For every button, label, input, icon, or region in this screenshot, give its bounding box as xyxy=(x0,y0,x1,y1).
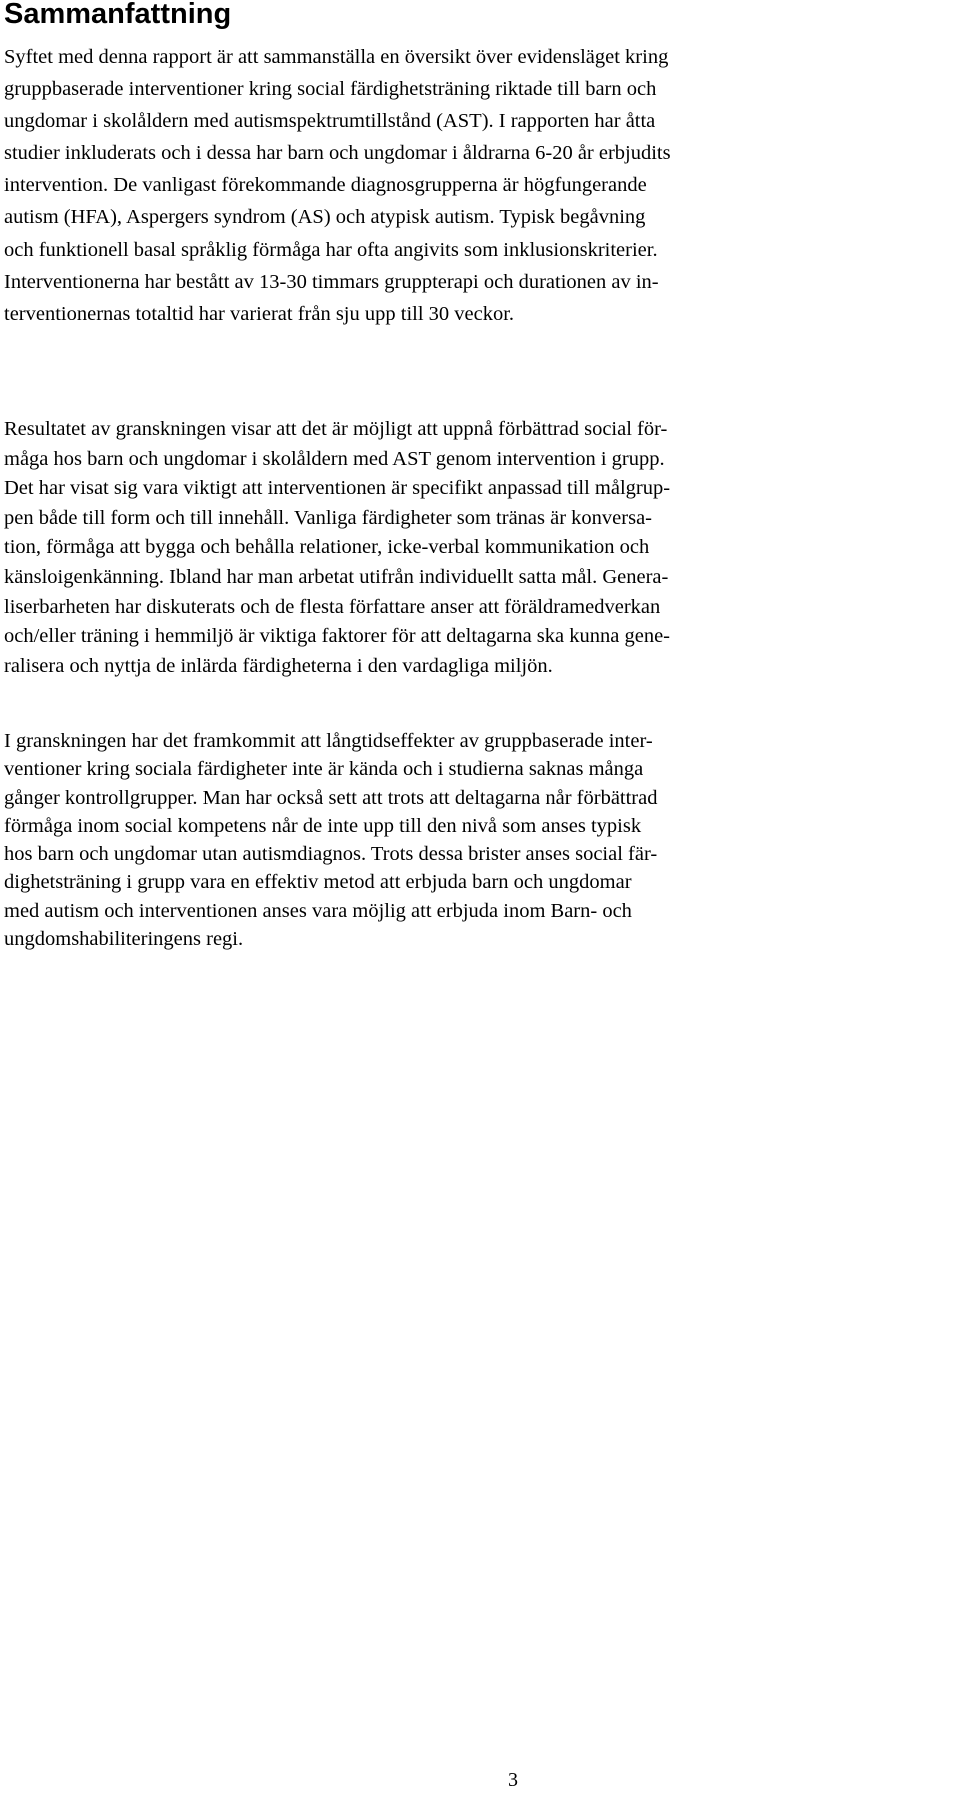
text-line: pen både till form och till innehåll. Vanliga färdigheter som tränas är konversa- xyxy=(4,506,653,529)
text-line: Det har visat sig vara viktigt att interventionen är specifikt anpassad till målgrup- xyxy=(4,477,671,500)
section-title: Sammanfattning xyxy=(4,0,232,30)
paragraph-3 xyxy=(4,727,944,953)
text-line: Resultatet av granskningen visar att det är möjligt att uppnå förbättrad social för- xyxy=(4,418,668,440)
text-line: ungdomshabiliteringens regi. xyxy=(4,928,244,951)
text-line: intervention. De vanligast förekommande diagnosgrupperna är högfungerande xyxy=(4,174,647,197)
text-line: känsloigenkänning. Ibland har man arbetat utifrån individuellt satta mål. Genera- xyxy=(4,565,669,588)
text-line: Interventionerna har bestått av 13-30 timmars gruppterapi och durationen av in- xyxy=(4,270,659,293)
text-line: ventioner kring sociala färdigheter inte är kända och i studierna saknas många xyxy=(4,758,644,781)
text-line: hos barn och ungdomar utan autismdiagnos. Trots dessa brister anses social fär- xyxy=(4,843,658,866)
text-line: dighetsträning i grupp vara en effektiv metod att erbjuda barn och ungdomar xyxy=(4,871,632,894)
text-line: terventionernas totaltid har varierat från sju upp till 30 veckor. xyxy=(4,302,515,325)
text-line: liserbarheten har diskuterats och de flesta författare anser att föräldramedverkan xyxy=(4,595,661,618)
text-line: med autism och interventionen anses vara möjlig att erbjuda inom Barn- och xyxy=(4,899,632,922)
text-line: och/eller träning i hemmiljö är viktiga faktorer för att deltagarna ska kunna gene- xyxy=(4,625,670,648)
text-line: studier inkluderats och i dessa har barn och ungdomar i åldrarna 6-20 år erbjudits xyxy=(4,142,671,165)
text-line: gruppbaserade interventioner kring social färdighetsträning riktade till barn och xyxy=(4,78,657,101)
text-line: och funktionell basal språklig förmåga har ofta angivits som inklusionskriterier. xyxy=(4,238,658,261)
text-line: ungdomar i skolåldern med autismspektrumtillstånd (AST). I rapporten har åtta xyxy=(4,110,656,133)
text-line: Syftet med denna rapport är att sammanställa en översikt över evidensläget kring xyxy=(4,46,669,68)
paragraph-2 xyxy=(4,415,944,681)
text-line: måga hos barn och ungdomar i skolåldern med AST genom intervention i grupp. xyxy=(4,447,665,470)
text-line: I granskningen har det framkommit att långtidseffekter av gruppbaserade inter- xyxy=(4,730,653,752)
page-number: 3 xyxy=(508,1769,518,1791)
text-line: tion, förmåga att bygga och behålla relationer, icke-verbal kommunikation och xyxy=(4,536,650,559)
text-line: förmåga inom social kompetens når de inte upp till den nivå som anses typisk xyxy=(4,814,642,837)
text-line: gånger kontrollgrupper. Man har också sett att trots att deltagarna når förbättrad xyxy=(4,786,658,809)
text-line: autism (HFA), Aspergers syndrom (AS) och atypisk autism. Typisk begåvning xyxy=(4,206,646,229)
text-line: ralisera och nyttja de inlärda färdigheterna i den vardagliga miljön. xyxy=(4,654,553,677)
paragraph-1 xyxy=(4,41,944,330)
